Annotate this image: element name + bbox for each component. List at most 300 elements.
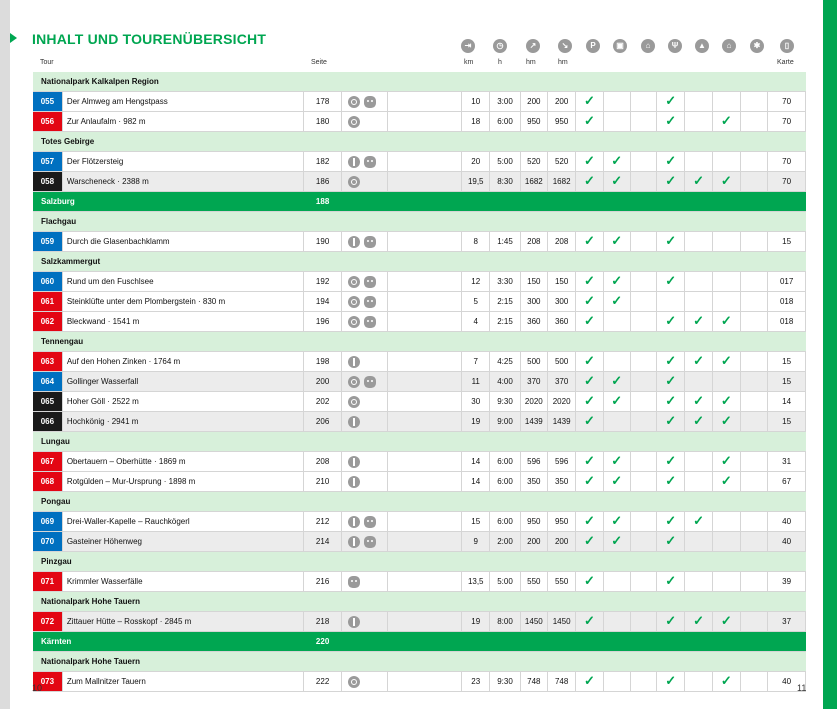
section-row	[33, 72, 806, 92]
tour-name: Zum Mallnitzer Tauern	[62, 672, 304, 692]
tour-row	[33, 172, 806, 192]
tour-name: Krimmler Wasserfälle	[62, 572, 304, 592]
tour-level-icons	[341, 272, 388, 292]
tour-map: 15	[768, 412, 806, 432]
check-icon: ✓	[583, 293, 595, 308]
section-label: Lungau	[33, 432, 806, 452]
check-icon: ✓	[665, 533, 677, 548]
region-page: 188	[304, 192, 341, 212]
tour-descent: 950	[547, 512, 575, 532]
tour-hours: 2:15	[490, 292, 520, 312]
tour-spacer	[388, 612, 462, 632]
tour-feature-cell	[657, 312, 685, 332]
tour-km: 30	[462, 392, 490, 412]
tour-feature-cell	[685, 512, 712, 532]
tour-feature-cell	[657, 112, 685, 132]
tour-feature-cell	[603, 152, 630, 172]
tour-feature-cell	[603, 172, 630, 192]
easy-level-icon	[348, 116, 360, 128]
check-icon: ✓	[583, 373, 595, 388]
region-row	[33, 192, 806, 212]
tour-name: Zur Anlaufalm · 982 m	[62, 112, 304, 132]
tour-feature-cell	[685, 312, 712, 332]
check-icon: ✓	[665, 473, 677, 488]
region-fill	[341, 632, 805, 652]
tour-map: 018	[768, 292, 806, 312]
easy-level-icon	[348, 376, 360, 388]
tour-spacer	[388, 272, 462, 292]
tour-km: 9	[462, 532, 490, 552]
tour-map: 37	[768, 612, 806, 632]
tour-page: 206	[304, 412, 341, 432]
tour-feature-cell	[685, 292, 712, 312]
page-title: INHALT UND TOURENÜBERSICHT	[32, 31, 267, 47]
tour-name: Drei-Waller-Kapelle – Rauchkögerl	[62, 512, 304, 532]
tour-name: Zittauer Hütte – Rosskopf · 2845 m	[62, 612, 304, 632]
tour-descent: 360	[547, 312, 575, 332]
tour-km: 14	[462, 452, 490, 472]
tour-ascent: 550	[520, 572, 547, 592]
tour-hours: 4:25	[490, 352, 520, 372]
tour-hours: 5:00	[490, 152, 520, 172]
tour-km: 11	[462, 372, 490, 392]
tour-feature-cell	[630, 232, 656, 252]
tour-spacer	[388, 372, 462, 392]
tour-feature-cell	[740, 232, 767, 252]
tour-row	[33, 572, 806, 592]
tour-name: Auf den Hohen Zinken · 1764 m	[62, 352, 304, 372]
hiker-level-icon	[348, 616, 360, 628]
check-icon: ✓	[693, 173, 704, 188]
tour-feature-cell	[576, 512, 603, 532]
check-icon: ✓	[583, 393, 595, 408]
tour-row	[33, 412, 806, 432]
tour-level-icons	[341, 472, 388, 492]
tour-km: 12	[462, 272, 490, 292]
winter-icon: ✱	[750, 39, 764, 53]
kids-icon	[364, 316, 376, 328]
tour-hours: 3:00	[490, 92, 520, 112]
tour-row	[33, 452, 806, 472]
tour-feature-cell	[712, 272, 740, 292]
check-icon: ✓	[583, 113, 595, 128]
check-icon: ✓	[583, 173, 595, 188]
title-arrow-icon	[10, 33, 17, 43]
col-header-seite: Seite	[311, 59, 327, 66]
tour-feature-cell	[576, 312, 603, 332]
tour-descent: 200	[547, 532, 575, 552]
tour-spacer	[388, 352, 462, 372]
tour-feature-cell	[576, 352, 603, 372]
tour-name: Gollinger Wasserfall	[62, 372, 304, 392]
tour-hours: 6:00	[490, 112, 520, 132]
tour-feature-cell	[657, 292, 685, 312]
tour-ascent: 200	[520, 92, 547, 112]
kids-icon	[364, 96, 376, 108]
tour-feature-cell	[740, 672, 767, 692]
tour-map: 40	[768, 672, 806, 692]
tour-level-icons	[341, 152, 388, 172]
tour-page: 196	[304, 312, 341, 332]
tour-feature-cell	[603, 452, 630, 472]
tour-feature-cell	[712, 392, 740, 412]
tour-level-icons	[341, 412, 388, 432]
tour-feature-cell	[712, 312, 740, 332]
bus-icon: ▣	[613, 39, 627, 53]
summit-icon: ▲	[695, 39, 709, 53]
tour-row	[33, 352, 806, 372]
tour-feature-cell	[712, 532, 740, 552]
tour-feature-cell	[630, 572, 656, 592]
tour-descent: 1439	[547, 412, 575, 432]
tour-hours: 2:00	[490, 532, 520, 552]
tour-descent: 150	[547, 272, 575, 292]
tour-number: 063	[33, 352, 62, 372]
tour-feature-cell	[685, 532, 712, 552]
check-icon: ✓	[693, 413, 704, 428]
section-label: Totes Gebirge	[33, 132, 806, 152]
tour-descent: 2020	[547, 392, 575, 412]
tour-spacer	[388, 512, 462, 532]
easy-level-icon	[348, 396, 360, 408]
tour-spacer	[388, 312, 462, 332]
tour-feature-cell	[630, 392, 656, 412]
check-icon: ✓	[611, 273, 623, 288]
tour-hours: 9:30	[490, 392, 520, 412]
tour-level-icons	[341, 612, 388, 632]
tour-ascent: 2020	[520, 392, 547, 412]
tour-feature-cell	[712, 672, 740, 692]
tour-level-icons	[341, 312, 388, 332]
tour-hours: 4:00	[490, 372, 520, 392]
region-row	[33, 632, 806, 652]
check-icon: ✓	[665, 233, 677, 248]
tour-hours: 8:00	[490, 612, 520, 632]
check-icon: ✓	[720, 353, 732, 368]
section-label: Nationalpark Hohe Tauern	[33, 592, 806, 612]
tour-feature-cell	[603, 512, 630, 532]
tour-row	[33, 272, 806, 292]
tour-number: 066	[33, 412, 62, 432]
tour-feature-cell	[740, 372, 767, 392]
tour-map: 40	[768, 532, 806, 552]
tour-spacer	[388, 232, 462, 252]
restaurant-icon: Ψ	[668, 39, 682, 53]
tour-level-icons	[341, 372, 388, 392]
check-icon: ✓	[583, 573, 595, 588]
tour-row	[33, 512, 806, 532]
tour-km: 4	[462, 312, 490, 332]
section-row	[33, 132, 806, 152]
check-icon: ✓	[720, 453, 732, 468]
check-icon: ✓	[665, 353, 677, 368]
col-header-tour: Tour	[40, 59, 54, 66]
tour-feature-cell	[576, 232, 603, 252]
tour-spacer	[388, 392, 462, 412]
tour-feature-cell	[685, 172, 712, 192]
tour-descent: 350	[547, 472, 575, 492]
tour-feature-cell	[712, 292, 740, 312]
tour-page: 186	[304, 172, 341, 192]
tour-feature-cell	[576, 452, 603, 472]
tour-level-icons	[341, 532, 388, 552]
tour-hours: 1:45	[490, 232, 520, 252]
tour-map: 70	[768, 152, 806, 172]
check-icon: ✓	[611, 453, 623, 468]
tour-feature-cell	[576, 292, 603, 312]
kids-icon	[364, 156, 376, 168]
tour-feature-cell	[603, 532, 630, 552]
tour-feature-cell	[603, 412, 630, 432]
hut-icon: ⌂	[722, 39, 736, 53]
tour-hours: 6:00	[490, 452, 520, 472]
tour-number: 070	[33, 532, 62, 552]
tour-ascent: 748	[520, 672, 547, 692]
tour-ascent: 1682	[520, 172, 547, 192]
tour-spacer	[388, 412, 462, 432]
section-row	[33, 432, 806, 452]
tour-feature-cell	[603, 612, 630, 632]
tour-feature-cell	[685, 392, 712, 412]
check-icon: ✓	[665, 373, 677, 388]
col-header-karte: Karte	[777, 59, 794, 66]
tour-page: 182	[304, 152, 341, 172]
hiker-level-icon	[348, 236, 360, 248]
tour-map: 018	[768, 312, 806, 332]
kids-icon	[348, 576, 360, 588]
kids-icon	[364, 236, 376, 248]
tour-feature-cell	[657, 612, 685, 632]
section-label: Pinzgau	[33, 552, 806, 572]
kids-icon	[364, 516, 376, 528]
tour-feature-cell	[630, 312, 656, 332]
tour-page: 180	[304, 112, 341, 132]
check-icon: ✓	[583, 313, 595, 328]
tour-spacer	[388, 92, 462, 112]
tour-feature-cell	[740, 152, 767, 172]
tour-feature-cell	[740, 352, 767, 372]
cablecar-icon: ⌂	[641, 39, 655, 53]
tour-feature-cell	[576, 472, 603, 492]
hiker-level-icon	[348, 456, 360, 468]
tour-name: Rund um den Fuschlsee	[62, 272, 304, 292]
tour-spacer	[388, 172, 462, 192]
tour-feature-cell	[740, 512, 767, 532]
check-icon: ✓	[665, 113, 677, 128]
tour-page: 192	[304, 272, 341, 292]
section-row	[33, 652, 806, 672]
tour-level-icons	[341, 92, 388, 112]
tour-ascent: 360	[520, 312, 547, 332]
tour-feature-cell	[630, 272, 656, 292]
tour-feature-cell	[712, 172, 740, 192]
check-icon: ✓	[583, 513, 595, 528]
tour-map: 70	[768, 112, 806, 132]
check-icon: ✓	[665, 153, 677, 168]
tour-page: 212	[304, 512, 341, 532]
section-row	[33, 212, 806, 232]
check-icon: ✓	[693, 513, 704, 528]
tour-level-icons	[341, 112, 388, 132]
tour-feature-cell	[740, 312, 767, 332]
tour-feature-cell	[657, 472, 685, 492]
tour-feature-cell	[657, 272, 685, 292]
tour-feature-cell	[740, 452, 767, 472]
tour-ascent: 1450	[520, 612, 547, 632]
tour-name: Steinklüfte unter dem Plombergstein · 830 m	[62, 292, 304, 312]
map-icon: ▯	[780, 39, 794, 53]
tour-table	[33, 72, 806, 692]
tour-km: 10	[462, 92, 490, 112]
check-icon: ✓	[693, 613, 704, 628]
tour-ascent: 200	[520, 532, 547, 552]
tour-feature-cell	[712, 572, 740, 592]
tour-feature-cell	[685, 372, 712, 392]
tour-number: 072	[33, 612, 62, 632]
tour-level-icons	[341, 352, 388, 372]
check-icon: ✓	[583, 613, 595, 628]
tour-feature-cell	[603, 392, 630, 412]
tour-feature-cell	[657, 532, 685, 552]
tour-descent: 500	[547, 352, 575, 372]
check-icon: ✓	[611, 173, 623, 188]
check-icon: ✓	[611, 293, 623, 308]
tour-hours: 9:00	[490, 412, 520, 432]
tour-feature-cell	[740, 292, 767, 312]
tour-feature-cell	[630, 92, 656, 112]
tour-feature-cell	[657, 572, 685, 592]
tour-row	[33, 112, 806, 132]
tour-feature-cell	[603, 352, 630, 372]
check-icon: ✓	[583, 453, 595, 468]
tour-feature-cell	[576, 372, 603, 392]
tour-km: 23	[462, 672, 490, 692]
tour-spacer	[388, 152, 462, 172]
section-row	[33, 332, 806, 352]
tour-feature-cell	[712, 152, 740, 172]
tour-number: 060	[33, 272, 62, 292]
tour-feature-cell	[603, 372, 630, 392]
tour-feature-cell	[685, 232, 712, 252]
tour-map: 31	[768, 452, 806, 472]
section-row	[33, 252, 806, 272]
tour-descent: 370	[547, 372, 575, 392]
tour-hours: 8:30	[490, 172, 520, 192]
tour-feature-cell	[740, 112, 767, 132]
region-page: 220	[304, 632, 341, 652]
tour-ascent: 1439	[520, 412, 547, 432]
tour-level-icons	[341, 572, 388, 592]
tour-row	[33, 532, 806, 552]
tour-page: 178	[304, 92, 341, 112]
tour-feature-cell	[576, 612, 603, 632]
tour-level-icons	[341, 672, 388, 692]
tour-feature-cell	[657, 672, 685, 692]
section-label: Tennengau	[33, 332, 806, 352]
region-label: Kärnten	[33, 632, 304, 652]
direction-icon: ⇥	[461, 39, 475, 53]
tour-descent: 208	[547, 232, 575, 252]
check-icon: ✓	[693, 353, 704, 368]
tour-feature-cell	[657, 232, 685, 252]
tour-feature-cell	[603, 472, 630, 492]
tour-feature-cell	[576, 92, 603, 112]
tour-feature-cell	[740, 92, 767, 112]
tour-feature-cell	[630, 612, 656, 632]
tour-map: 15	[768, 352, 806, 372]
tour-name: Durch die Glasenbachklamm	[62, 232, 304, 252]
tour-ascent: 520	[520, 152, 547, 172]
check-icon: ✓	[665, 413, 677, 428]
kids-icon	[364, 376, 376, 388]
tour-feature-cell	[630, 172, 656, 192]
tour-ascent: 500	[520, 352, 547, 372]
hiker-level-icon	[348, 416, 360, 428]
hiker-level-icon	[348, 536, 360, 548]
tour-feature-cell	[740, 472, 767, 492]
col-header-hm-up: hm	[526, 59, 536, 66]
tour-feature-cell	[630, 412, 656, 432]
tour-feature-cell	[630, 532, 656, 552]
section-label: Salzkammergut	[33, 252, 806, 272]
check-icon: ✓	[665, 673, 677, 688]
tour-number: 073	[33, 672, 62, 692]
tour-hours: 2:15	[490, 312, 520, 332]
tour-level-icons	[341, 392, 388, 412]
tour-feature-cell	[630, 352, 656, 372]
tour-km: 20	[462, 152, 490, 172]
tour-page: 202	[304, 392, 341, 412]
tour-hours: 5:00	[490, 572, 520, 592]
tour-hours: 3:30	[490, 272, 520, 292]
tour-page: 198	[304, 352, 341, 372]
tour-name: Hoher Göll · 2522 m	[62, 392, 304, 412]
tour-feature-cell	[685, 272, 712, 292]
check-icon: ✓	[665, 173, 677, 188]
page-number-left: 10	[32, 683, 43, 693]
tour-feature-cell	[603, 312, 630, 332]
tour-feature-cell	[685, 412, 712, 432]
tour-feature-cell	[603, 112, 630, 132]
tour-feature-cell	[740, 172, 767, 192]
tour-feature-cell	[576, 532, 603, 552]
check-icon: ✓	[583, 533, 595, 548]
col-header-km: km	[464, 59, 474, 66]
parking-icon: P	[586, 39, 600, 53]
tour-feature-cell	[712, 472, 740, 492]
tour-feature-cell	[630, 112, 656, 132]
tour-page: 210	[304, 472, 341, 492]
tour-feature-cell	[576, 672, 603, 692]
tour-page: 200	[304, 372, 341, 392]
tour-map: 67	[768, 472, 806, 492]
tour-km: 19	[462, 612, 490, 632]
check-icon: ✓	[583, 413, 595, 428]
tour-ascent: 950	[520, 512, 547, 532]
tour-feature-cell	[712, 112, 740, 132]
easy-level-icon	[348, 96, 360, 108]
tour-number: 068	[33, 472, 62, 492]
tour-name: Warscheneck · 2388 m	[62, 172, 304, 192]
tour-feature-cell	[603, 232, 630, 252]
section-row	[33, 592, 806, 612]
section-label: Pongau	[33, 492, 806, 512]
tour-number: 059	[33, 232, 62, 252]
tour-number: 064	[33, 372, 62, 392]
tour-feature-cell	[657, 412, 685, 432]
tour-feature-cell	[712, 92, 740, 112]
tour-descent: 1450	[547, 612, 575, 632]
